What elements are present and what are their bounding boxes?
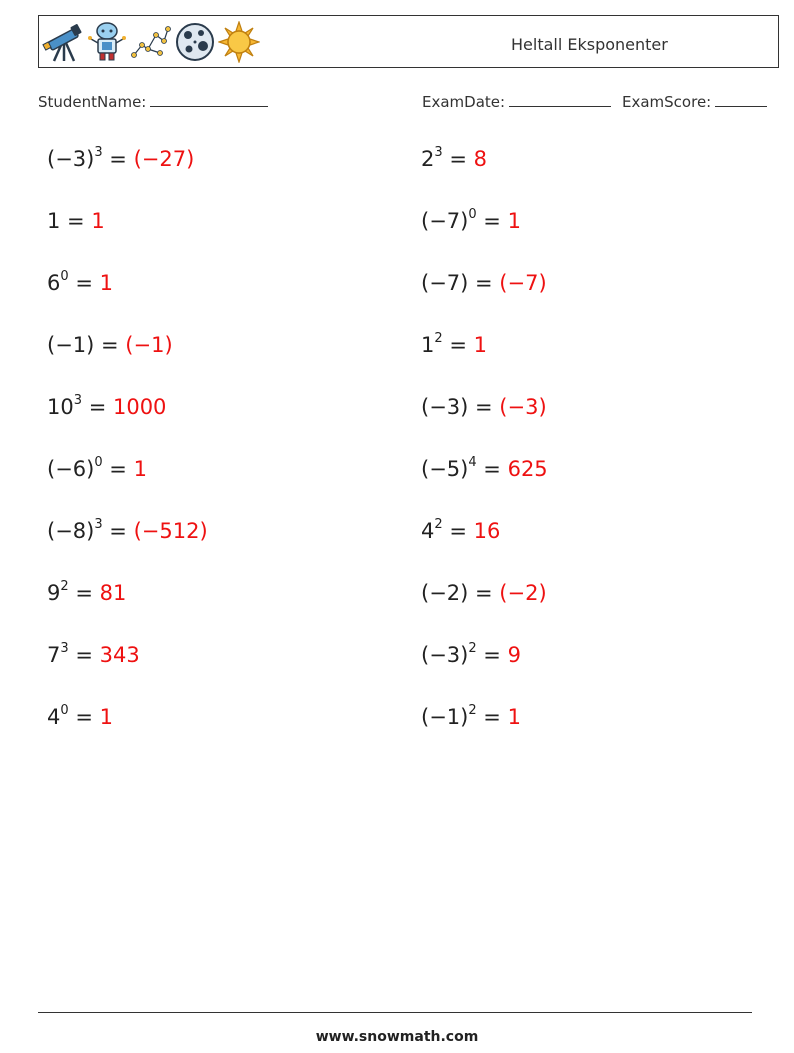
telescope-icon — [42, 21, 84, 63]
equals-sign: = — [442, 519, 474, 543]
problem-base: (−5) — [421, 457, 469, 481]
equals-sign: = — [68, 271, 100, 295]
equals-sign: = — [68, 581, 100, 605]
equals-sign: = — [102, 519, 134, 543]
problem-answer: 1 — [473, 333, 487, 357]
problem-answer: 343 — [99, 643, 140, 667]
exam-date-field[interactable] — [422, 93, 611, 111]
problem-right-10 — [421, 705, 521, 729]
moon-icon — [174, 21, 216, 63]
problem-right-4 — [421, 333, 487, 357]
problem-right-7 — [421, 519, 500, 543]
problem-base: (−8) — [47, 519, 95, 543]
problem-base: (−3) — [47, 147, 95, 171]
problem-left-2 — [47, 209, 105, 233]
problem-base: (−7) — [421, 209, 469, 233]
problem-exponent: 3 — [94, 145, 103, 160]
problem-left-3 — [47, 271, 113, 295]
problem-base: (−3) — [421, 643, 469, 667]
footer-url: www.snowmath.com — [315, 1029, 479, 1045]
equals-sign: = — [476, 457, 508, 481]
equals-sign: = — [476, 705, 508, 729]
equals-sign: = — [442, 147, 474, 171]
problem-left-1 — [47, 147, 194, 171]
constellation-icon — [130, 21, 172, 63]
header-icons — [42, 20, 260, 64]
equals-sign: = — [468, 581, 500, 605]
problem-right-1 — [421, 147, 487, 171]
equals-sign: = — [94, 333, 126, 357]
problem-answer: 81 — [99, 581, 127, 605]
problem-base: (−3) — [421, 395, 469, 419]
problem-right-5 — [421, 395, 547, 419]
problem-left-4 — [47, 333, 173, 357]
problem-right-6 — [421, 457, 548, 481]
student-name-field[interactable] — [38, 93, 268, 111]
problem-right-8 — [421, 581, 547, 605]
problem-exponent: 2 — [434, 517, 443, 532]
problem-exponent: 2 — [434, 331, 443, 346]
problem-exponent: 2 — [468, 641, 477, 656]
equals-sign: = — [82, 395, 113, 419]
problem-left-5 — [47, 395, 166, 419]
equals-sign: = — [68, 643, 100, 667]
equals-sign: = — [102, 147, 134, 171]
problem-exponent: 3 — [60, 641, 69, 656]
exam-score-label: ExamScore: — [622, 93, 712, 111]
problem-answer: 1 — [507, 209, 521, 233]
problem-answer: (−3) — [499, 395, 547, 419]
problem-base: (−6) — [47, 457, 95, 481]
problem-answer: 1 — [99, 271, 113, 295]
problem-answer: 9 — [507, 643, 521, 667]
worksheet-title: Heltall Eksponenter — [511, 35, 668, 54]
equals-sign: = — [60, 209, 92, 233]
problem-left-6 — [47, 457, 147, 481]
problem-exponent: 3 — [73, 393, 83, 408]
problem-left-8 — [47, 581, 126, 605]
problem-answer: (−7) — [499, 271, 547, 295]
problem-exponent: 0 — [60, 269, 69, 284]
equals-sign: = — [468, 271, 500, 295]
footer-divider — [38, 1012, 752, 1013]
problem-left-7 — [47, 519, 208, 543]
problem-exponent: 3 — [434, 145, 443, 160]
equals-sign: = — [476, 209, 508, 233]
problem-base: 4 — [421, 519, 435, 543]
problem-answer: 1 — [91, 209, 105, 233]
equals-sign: = — [68, 705, 100, 729]
header-box — [38, 15, 779, 68]
exam-date-label: ExamDate: — [422, 93, 506, 111]
student-name-label: StudentName: — [38, 93, 147, 111]
problem-answer: (−1) — [125, 333, 173, 357]
sun-icon — [218, 21, 260, 63]
problem-exponent: 4 — [468, 455, 477, 470]
problem-answer: 8 — [473, 147, 487, 171]
problem-exponent: 2 — [468, 703, 477, 718]
problem-right-3 — [421, 271, 547, 295]
problem-right-9 — [421, 643, 521, 667]
problem-base: 1 — [421, 333, 435, 357]
student-name-line[interactable] — [150, 93, 268, 107]
problem-left-10 — [47, 705, 113, 729]
problem-base: 10 — [47, 395, 74, 419]
equals-sign: = — [468, 395, 500, 419]
exam-score-field[interactable] — [622, 93, 767, 111]
equals-sign: = — [442, 333, 474, 357]
problem-base: 2 — [421, 147, 435, 171]
problem-answer: (−2) — [499, 581, 547, 605]
problem-answer: (−512) — [133, 519, 208, 543]
problem-base: 1 — [47, 209, 61, 233]
problem-base: 7 — [47, 643, 61, 667]
problem-answer: 625 — [507, 457, 548, 481]
problem-right-2 — [421, 209, 521, 233]
problem-exponent: 0 — [94, 455, 103, 470]
problem-base: 6 — [47, 271, 61, 295]
problem-base: (−1) — [47, 333, 95, 357]
problem-base: 4 — [47, 705, 61, 729]
equals-sign: = — [102, 457, 134, 481]
problem-answer: 1000 — [112, 395, 167, 419]
problem-exponent: 0 — [468, 207, 477, 222]
exam-score-line[interactable] — [715, 93, 767, 107]
problem-answer: 16 — [473, 519, 501, 543]
problem-answer: 1 — [507, 705, 521, 729]
problem-exponent: 3 — [94, 517, 103, 532]
problem-base: (−2) — [421, 581, 469, 605]
problem-left-9 — [47, 643, 140, 667]
problem-exponent: 0 — [60, 703, 69, 718]
robot-icon — [86, 21, 128, 63]
problem-exponent: 2 — [60, 579, 69, 594]
exam-date-line[interactable] — [509, 93, 611, 107]
problem-base: (−1) — [421, 705, 469, 729]
problem-base: 9 — [47, 581, 61, 605]
problem-base: (−7) — [421, 271, 469, 295]
equals-sign: = — [476, 643, 508, 667]
problem-answer: 1 — [133, 457, 147, 481]
problem-answer: (−27) — [133, 147, 195, 171]
problem-answer: 1 — [99, 705, 113, 729]
